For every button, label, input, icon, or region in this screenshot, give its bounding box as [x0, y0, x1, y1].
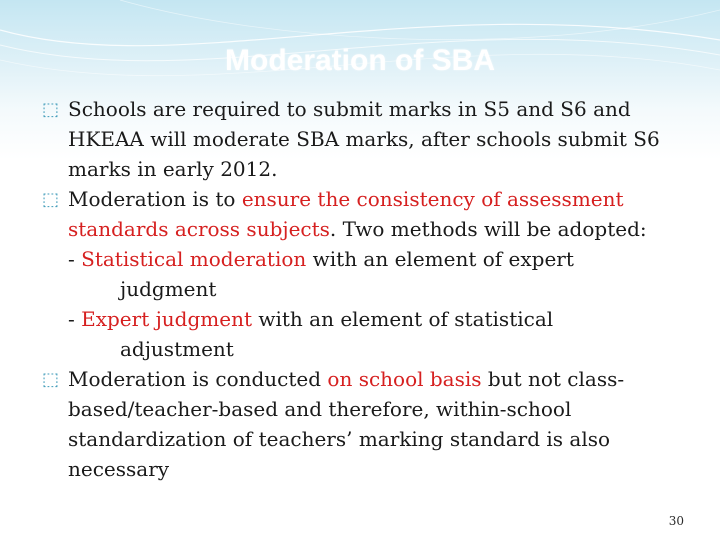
sub-item-1: [40, 244, 680, 304]
bullet-icon: ⬚: [42, 99, 60, 120]
bullet-text: . Two methods will be adopted:: [329, 217, 647, 241]
highlighted-text: ensure the consistency of assessment standards across subjects: [68, 187, 624, 241]
highlighted-text: Statistical moderation: [81, 247, 307, 271]
sub-text: with an element of expert: [306, 247, 574, 271]
sub-dash: -: [68, 307, 82, 331]
slide-content: [40, 94, 680, 484]
sub-continuation: judgment: [120, 277, 217, 301]
bullet-text: Moderation is to: [68, 187, 242, 211]
sub-text: with an element of statistical: [252, 307, 554, 331]
sub-continuation: adjustment: [120, 337, 234, 361]
sub-dash: -: [68, 247, 82, 271]
bullet-text: Schools are required to submit marks in S5 and S6 and HKEAA will moderate SBA marks, after schools submit S6 marks in early 2012.: [68, 97, 660, 181]
bullet-item-2: [40, 184, 680, 244]
highlighted-text: Expert judgment: [81, 307, 253, 331]
sub-item-2: [40, 304, 680, 364]
bullet-text: but not class-based/teacher-based and therefore, within-school standardization of teachers’ marking standard is also necessary: [68, 367, 625, 481]
bullet-item-3: [40, 364, 680, 484]
bullet-item-1: [40, 94, 680, 184]
page-number: 30: [668, 514, 684, 528]
highlighted-text: on school basis: [327, 367, 482, 391]
bullet-icon: ⬚: [42, 369, 60, 390]
bullet-icon: ⬚: [42, 189, 60, 210]
slide-title: Moderation of SBA: [225, 44, 495, 77]
bullet-text: Moderation is conducted: [68, 367, 328, 391]
